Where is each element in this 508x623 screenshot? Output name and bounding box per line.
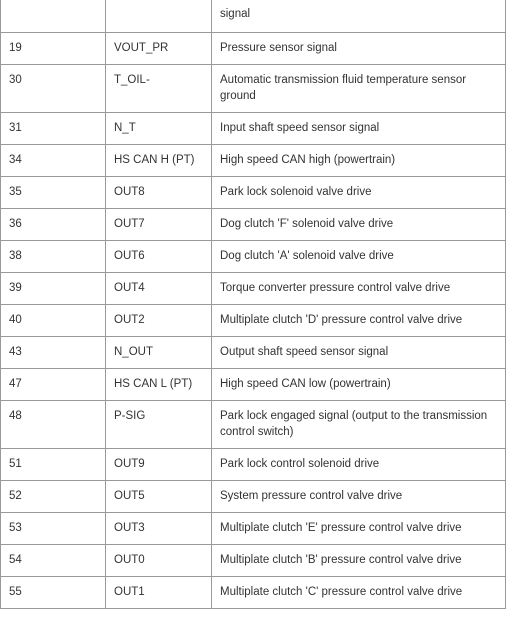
pin-cell: 54 bbox=[1, 544, 106, 576]
description-cell: System pressure control valve drive bbox=[212, 480, 506, 512]
signal-cell: N_OUT bbox=[106, 336, 212, 368]
pin-cell bbox=[1, 0, 106, 32]
signal-cell: HS CAN H (PT) bbox=[106, 144, 212, 176]
table-row bbox=[1, 448, 506, 480]
description-cell: High speed CAN high (powertrain) bbox=[212, 144, 506, 176]
pin-cell: 47 bbox=[1, 368, 106, 400]
table-row bbox=[1, 480, 506, 512]
signal-cell: OUT1 bbox=[106, 576, 212, 608]
pin-cell: 34 bbox=[1, 144, 106, 176]
signal-cell bbox=[106, 0, 212, 32]
description-cell: Multiplate clutch 'C' pressure control valve drive bbox=[212, 576, 506, 608]
pin-cell: 53 bbox=[1, 512, 106, 544]
signal-cell: OUT2 bbox=[106, 304, 212, 336]
signal-cell: OUT0 bbox=[106, 544, 212, 576]
table-row bbox=[1, 208, 506, 240]
signal-cell: N_T bbox=[106, 112, 212, 144]
table-row bbox=[1, 336, 506, 368]
table-row bbox=[1, 240, 506, 272]
signal-cell: VOUT_PR bbox=[106, 32, 212, 64]
table-row bbox=[1, 576, 506, 608]
description-cell: Torque converter pressure control valve drive bbox=[212, 272, 506, 304]
description-cell: Park lock control solenoid drive bbox=[212, 448, 506, 480]
description-cell: Pressure sensor signal bbox=[212, 32, 506, 64]
signal-cell: OUT8 bbox=[106, 176, 212, 208]
description-cell: signal bbox=[212, 0, 506, 32]
pin-cell: 35 bbox=[1, 176, 106, 208]
pin-cell: 55 bbox=[1, 576, 106, 608]
table-row bbox=[1, 112, 506, 144]
pin-cell: 19 bbox=[1, 32, 106, 64]
signal-cell: T_OIL- bbox=[106, 64, 212, 112]
signal-cell: OUT6 bbox=[106, 240, 212, 272]
description-cell: Park lock engaged signal (output to the transmission control switch) bbox=[212, 400, 506, 448]
description-cell: Dog clutch 'F' solenoid valve drive bbox=[212, 208, 506, 240]
table-row bbox=[1, 176, 506, 208]
signal-cell: OUT7 bbox=[106, 208, 212, 240]
table-row bbox=[1, 64, 506, 112]
description-cell: Dog clutch 'A' solenoid valve drive bbox=[212, 240, 506, 272]
pin-cell: 48 bbox=[1, 400, 106, 448]
signal-cell: OUT9 bbox=[106, 448, 212, 480]
description-cell: Multiplate clutch 'D' pressure control valve drive bbox=[212, 304, 506, 336]
pin-cell: 39 bbox=[1, 272, 106, 304]
description-cell: Input shaft speed sensor signal bbox=[212, 112, 506, 144]
pin-cell: 43 bbox=[1, 336, 106, 368]
table-row bbox=[1, 32, 506, 64]
pin-cell: 30 bbox=[1, 64, 106, 112]
table-row bbox=[1, 544, 506, 576]
table-row bbox=[1, 400, 506, 448]
description-cell: High speed CAN low (powertrain) bbox=[212, 368, 506, 400]
signal-cell: P-SIG bbox=[106, 400, 212, 448]
table-row bbox=[1, 272, 506, 304]
description-cell: Output shaft speed sensor signal bbox=[212, 336, 506, 368]
pin-cell: 40 bbox=[1, 304, 106, 336]
pin-cell: 51 bbox=[1, 448, 106, 480]
description-cell: Multiplate clutch 'E' pressure control valve drive bbox=[212, 512, 506, 544]
signal-cell: HS CAN L (PT) bbox=[106, 368, 212, 400]
table-row bbox=[1, 512, 506, 544]
pin-cell: 52 bbox=[1, 480, 106, 512]
signal-cell: OUT3 bbox=[106, 512, 212, 544]
description-cell: Multiplate clutch 'B' pressure control valve drive bbox=[212, 544, 506, 576]
table-row bbox=[1, 304, 506, 336]
pin-cell: 31 bbox=[1, 112, 106, 144]
signal-cell: OUT5 bbox=[106, 480, 212, 512]
description-cell: Park lock solenoid valve drive bbox=[212, 176, 506, 208]
pin-cell: 36 bbox=[1, 208, 106, 240]
table-row bbox=[1, 368, 506, 400]
description-cell: Automatic transmission fluid temperature sensor ground bbox=[212, 64, 506, 112]
table-row bbox=[1, 0, 506, 32]
pin-cell: 38 bbox=[1, 240, 106, 272]
signal-cell: OUT4 bbox=[106, 272, 212, 304]
table-row bbox=[1, 144, 506, 176]
